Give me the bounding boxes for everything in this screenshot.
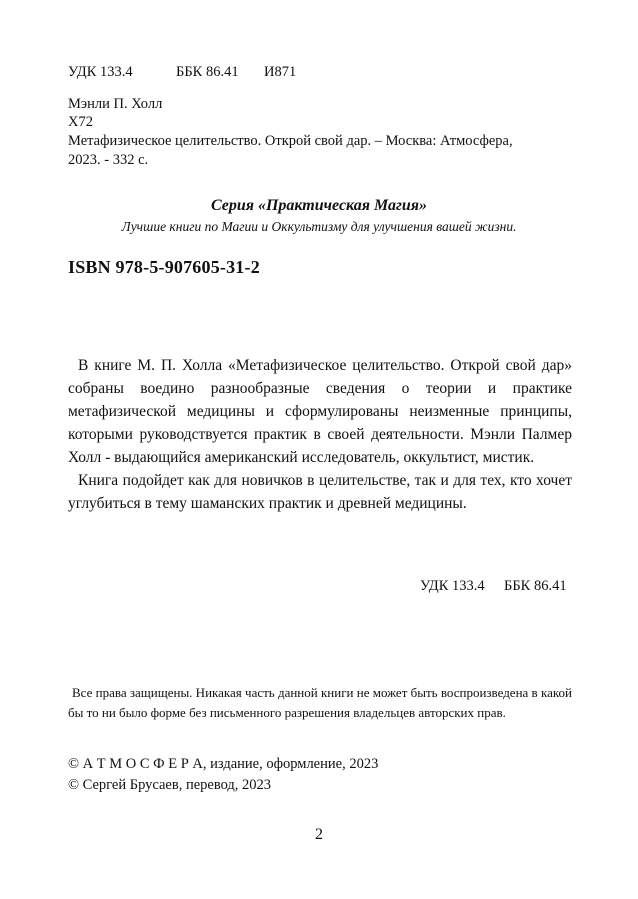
footer-classification-codes — [420, 578, 567, 595]
copyright-translator: © Сергей Брусаев, перевод, 2023 — [68, 777, 272, 793]
series-title: Серия «Практическая Магия» — [210, 197, 428, 214]
bib-description-line2: 2023. - 332 с. — [68, 152, 149, 168]
footer-bbk-code: ББК 86.41 — [504, 578, 567, 594]
annotation — [68, 354, 572, 515]
footer-udk-code: УДК 133.4 — [420, 578, 485, 594]
bbk-code: ББК 86.41 — [176, 64, 239, 80]
isbn: ISBN 978-5-907605-31-2 — [68, 257, 260, 277]
bib-author: Мэнли П. Холл — [68, 96, 163, 112]
annotation-paragraph-2: Книга подойдет как для новичков в целительстве, так и для тех, кто хочет углубиться в тему шаманских практик и древней медицины. — [68, 472, 572, 512]
classification-codes — [68, 64, 296, 81]
series-subtitle: Лучшие книги по Магии и Оккультизму для улучшения вашей жизни. — [121, 219, 517, 234]
page-number: 2 — [315, 826, 323, 843]
author-mark: И871 — [264, 64, 297, 80]
bib-code: Х72 — [68, 114, 93, 130]
annotation-paragraph-1: В книге М. П. Холла «Метафизическое целительство. Открой свой дар» собраны воедино разнообразные сведения о теории и практике метафизической медицины и сформулированы неизменные принципы, которыми руководствуется практик в своей деятельности. Мэнли Палмер Холл - выдающийся американский исследователь, оккультист, мистик. — [68, 357, 572, 466]
bib-description-line1: Метафизическое целительство. Открой свой дар. – Москва: Атмосфера, — [68, 133, 513, 149]
copyright-publisher: © А Т М О С Ф Е Р А, издание, оформление, 2023 — [68, 756, 379, 772]
udk-code: УДК 133.4 — [68, 64, 133, 80]
rights-notice: Все права защищены. Никакая часть данной книги не может быть воспроизведена в какой бы то ни было форме без письменного разрешения владельцев авторских прав. — [68, 685, 572, 720]
